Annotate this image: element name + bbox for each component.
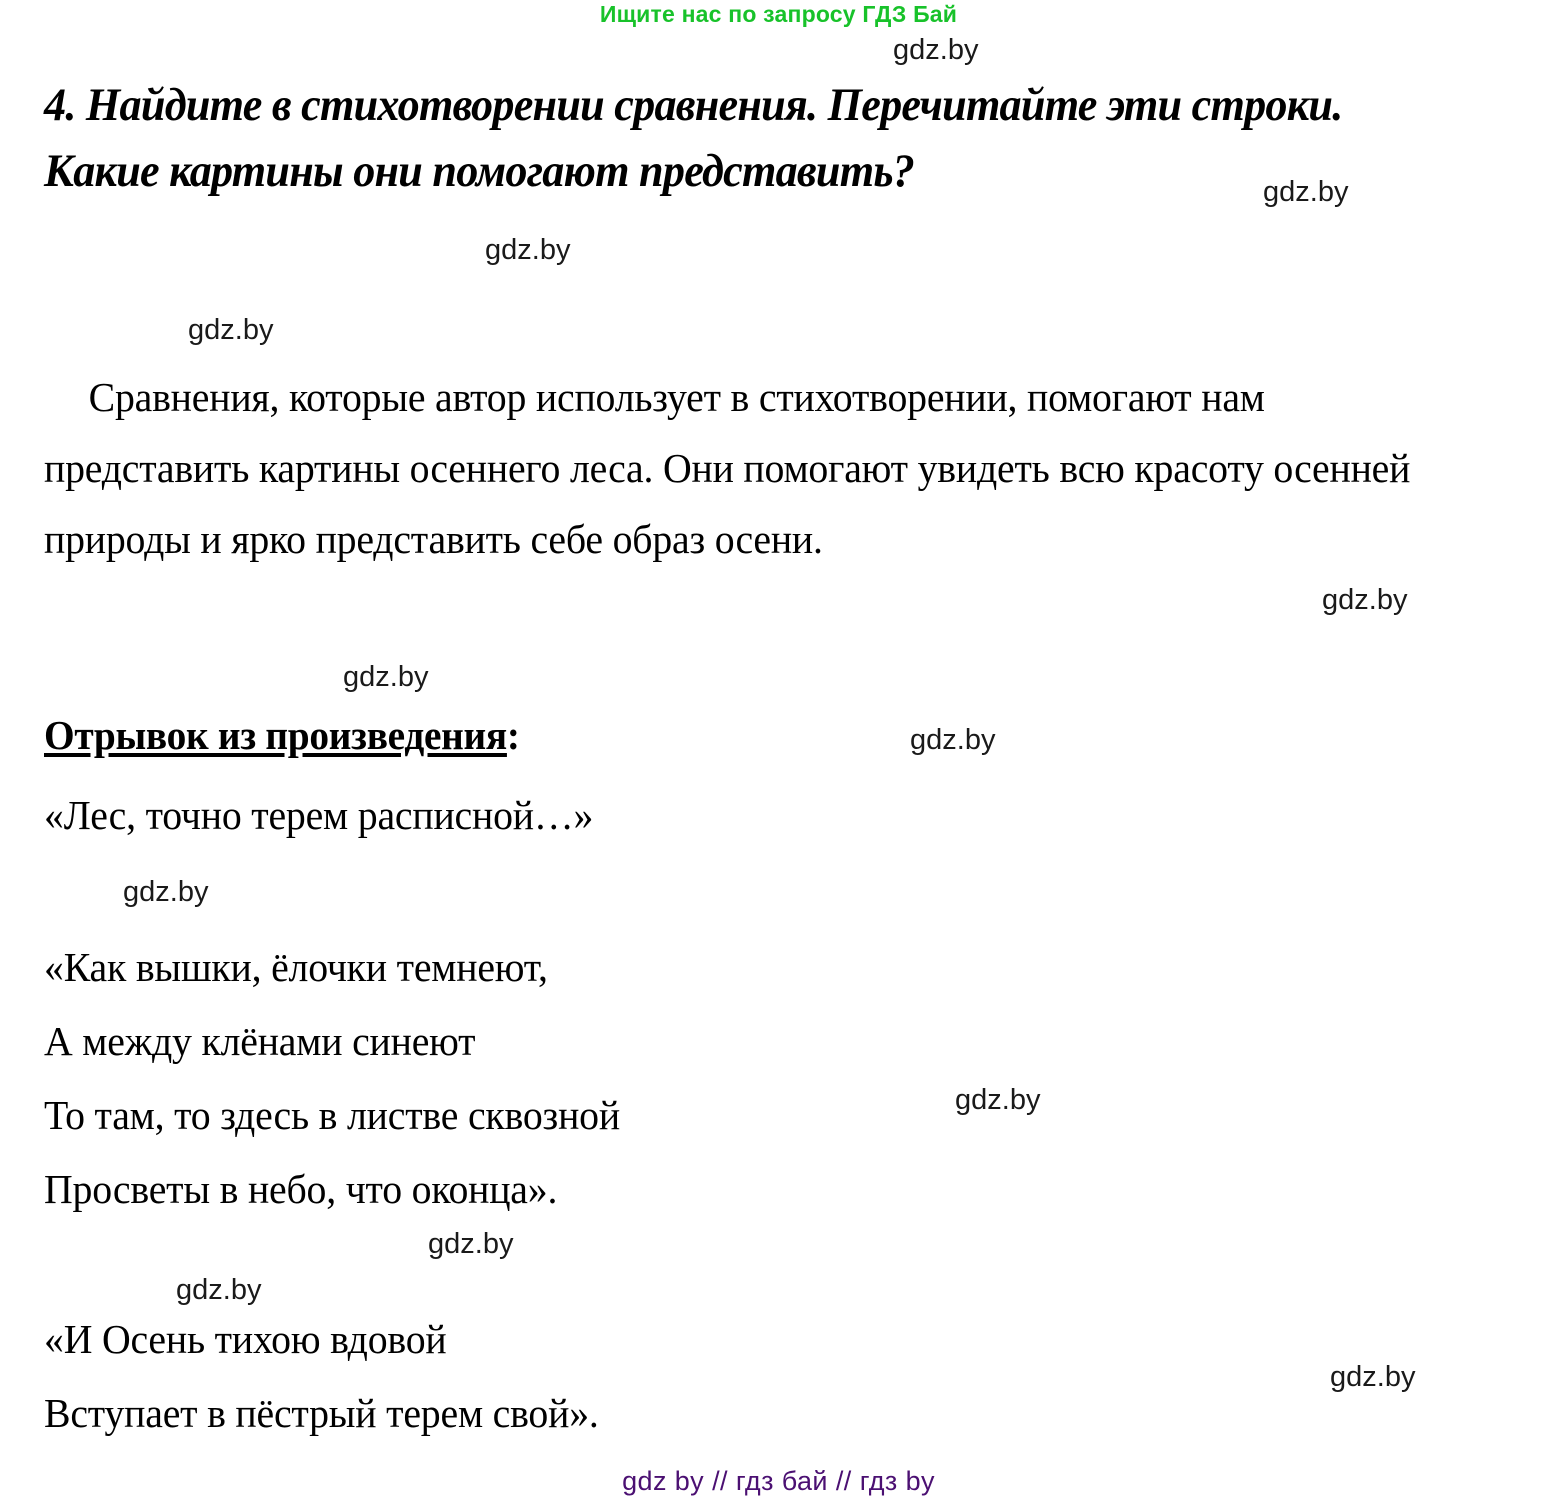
gdz-watermark: gdz.by (123, 876, 209, 908)
gdz-watermark: gdz.by (910, 724, 996, 756)
gdz-watermark: gdz.by (893, 34, 979, 66)
quote-line: Вступает в пёстрый терем свой». (44, 1390, 599, 1436)
quote-line: «Как вышки, ёлочки темнеют, (44, 944, 548, 990)
gdz-watermark: gdz.by (1322, 584, 1408, 616)
gdz-watermark: gdz.by (1263, 176, 1349, 208)
quote-line: Просветы в небо, что оконца». (44, 1166, 558, 1212)
footer-separator: // (835, 1466, 852, 1496)
gdz-watermark: gdz.by (1330, 1361, 1416, 1393)
footer-links (0, 1466, 1557, 1497)
gdz-watermark: gdz.by (343, 661, 429, 693)
quote-line: «Лес, точно терем расписной…» (44, 792, 594, 838)
footer-link[interactable]: гдз бай (735, 1466, 828, 1496)
excerpt-heading (44, 710, 520, 760)
excerpt-heading-label: Отрывок из произведения (44, 712, 507, 758)
promo-banner: Ищите нас по запросу ГДЗ Бай (599, 1, 958, 27)
gdz-watermark: gdz.by (955, 1084, 1041, 1116)
answer-paragraph: Сравнения, которые автор использует в стихотворении, помогают нам представить картины осеннего леса. Они помогают увидеть всю красоту осенней природы и ярко представить себе образ осени. (44, 374, 1411, 562)
gdz-watermark: gdz.by (176, 1274, 262, 1306)
question-heading: 4. Найдите в стихотворении сравнения. Перечитайте эти строки. Какие картины они помогают представить? (44, 79, 1343, 197)
quote-line: А между клёнами синеют (44, 1018, 476, 1064)
quote-line: То там, то здесь в листве сквозной (44, 1092, 620, 1138)
quote-line: «И Осень тихою вдовой (44, 1316, 447, 1362)
gdz-watermark: gdz.by (485, 234, 571, 266)
gdz-watermark: gdz.by (188, 314, 274, 346)
excerpt-heading-colon: : (506, 712, 520, 758)
footer-link[interactable]: gdz by (622, 1466, 705, 1496)
footer-link[interactable]: гдз by (859, 1466, 935, 1496)
footer-separator: // (712, 1466, 728, 1496)
gdz-watermark: gdz.by (428, 1228, 514, 1260)
